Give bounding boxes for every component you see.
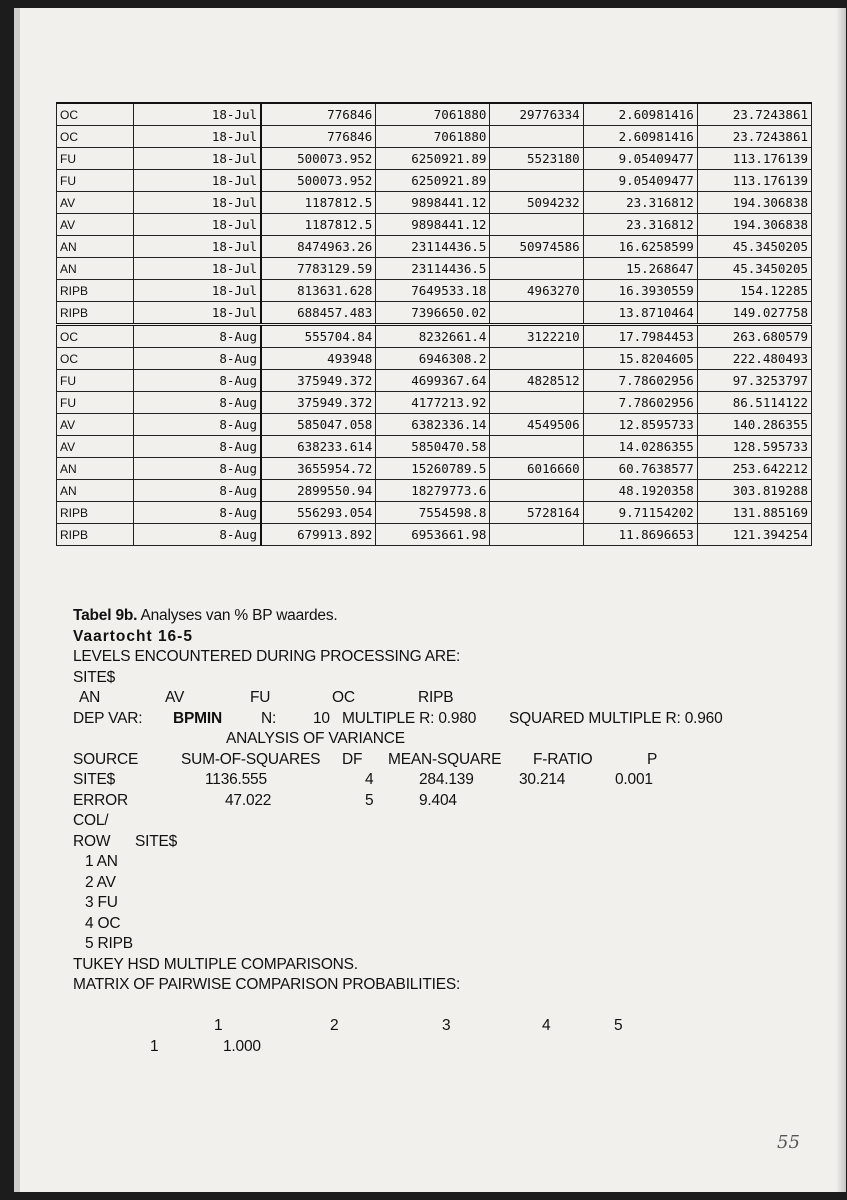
matrix-row-label: 1 bbox=[150, 1037, 159, 1055]
site-cell: AV bbox=[57, 414, 134, 436]
matrix-heading-line bbox=[73, 975, 813, 996]
value-cell: 556293.054 bbox=[261, 502, 376, 524]
value-cell: 253.642212 bbox=[697, 458, 811, 480]
site-cell: OC bbox=[57, 103, 134, 126]
value-cell: 4549506 bbox=[490, 414, 583, 436]
value-cell: 5728164 bbox=[490, 502, 583, 524]
table-row bbox=[57, 325, 812, 348]
anova-cell: ERROR bbox=[73, 791, 128, 809]
table-row bbox=[57, 436, 812, 458]
date-cell: 18-Jul bbox=[134, 214, 262, 236]
matrix-cell: 1.000 bbox=[223, 1037, 261, 1055]
value-cell: 60.7638577 bbox=[583, 458, 697, 480]
table-row bbox=[57, 126, 812, 148]
value-cell: 23114436.5 bbox=[376, 236, 490, 258]
table-row bbox=[57, 192, 812, 214]
squared-multiple-r: SQUARED MULTIPLE R: 0.960 bbox=[509, 709, 723, 727]
value-cell: 15260789.5 bbox=[376, 458, 490, 480]
tukey-heading-line bbox=[73, 955, 813, 976]
table-row bbox=[57, 348, 812, 370]
value-cell: 1187812.5 bbox=[261, 192, 376, 214]
dep-var-label: DEP VAR: bbox=[73, 709, 143, 727]
value-cell bbox=[490, 436, 583, 458]
row-label: ROW bbox=[73, 832, 111, 850]
anova-cell: 284.139 bbox=[419, 771, 474, 788]
value-cell: 7.78602956 bbox=[583, 392, 697, 414]
value-cell: 97.3253797 bbox=[697, 370, 811, 392]
value-cell: 23.7243861 bbox=[697, 126, 811, 148]
date-cell: 8-Aug bbox=[134, 348, 262, 370]
value-cell: 9898441.12 bbox=[376, 192, 490, 214]
value-cell: 11.8696653 bbox=[583, 524, 697, 546]
value-cell bbox=[490, 348, 583, 370]
value-cell: 18279773.6 bbox=[376, 480, 490, 502]
value-cell: 16.6258599 bbox=[583, 236, 697, 258]
date-cell: 18-Jul bbox=[134, 302, 262, 325]
anova-row bbox=[73, 770, 813, 791]
date-cell: 8-Aug bbox=[134, 370, 262, 392]
site-cell: AN bbox=[57, 258, 134, 280]
row-item: 5 RIPB bbox=[85, 935, 133, 952]
table-row bbox=[57, 480, 812, 502]
date-cell: 18-Jul bbox=[134, 280, 262, 302]
site-cell: AV bbox=[57, 192, 134, 214]
multiple-r: MULTIPLE R: 0.980 bbox=[342, 709, 477, 727]
anova-cell: 9.404 bbox=[419, 791, 457, 809]
value-cell: 45.3450205 bbox=[697, 236, 811, 258]
value-cell: 493948 bbox=[261, 348, 376, 370]
sites-label: SITE$ bbox=[73, 668, 116, 686]
value-cell: 6953661.98 bbox=[376, 524, 490, 546]
dep-var-line bbox=[73, 709, 813, 730]
value-cell: 86.5114122 bbox=[697, 392, 811, 414]
anova-cell: 0.001 bbox=[615, 771, 653, 788]
date-cell: 18-Jul bbox=[134, 148, 262, 170]
levels-heading-line bbox=[73, 647, 813, 668]
value-cell: 6016660 bbox=[490, 458, 583, 480]
value-cell: 48.1920358 bbox=[583, 480, 697, 502]
value-cell bbox=[490, 126, 583, 148]
site-cell: OC bbox=[57, 348, 134, 370]
row-sites-label: SITE$ bbox=[135, 832, 178, 850]
value-cell: 555704.84 bbox=[261, 325, 376, 348]
bp-values-table bbox=[56, 102, 812, 546]
site-cell: RIPB bbox=[57, 280, 134, 302]
row-item-line bbox=[73, 934, 813, 955]
site-cell: AN bbox=[57, 480, 134, 502]
anova-header: SUM-OF-SQUARES bbox=[181, 750, 321, 768]
date-cell: 8-Aug bbox=[134, 436, 262, 458]
value-cell: 128.595733 bbox=[697, 436, 811, 458]
value-cell: 2.60981416 bbox=[583, 103, 697, 126]
site-cell: OC bbox=[57, 126, 134, 148]
anova-header: DF bbox=[342, 750, 363, 768]
value-cell: 15.268647 bbox=[583, 258, 697, 280]
anova-row bbox=[73, 791, 813, 812]
value-cell: 12.8595733 bbox=[583, 414, 697, 436]
value-cell: 23.316812 bbox=[583, 214, 697, 236]
value-cell: 375949.372 bbox=[261, 370, 376, 392]
value-cell: 121.394254 bbox=[697, 524, 811, 546]
value-cell: 5094232 bbox=[490, 192, 583, 214]
date-cell: 18-Jul bbox=[134, 126, 262, 148]
row-item: 3 FU bbox=[85, 894, 118, 911]
value-cell: 154.12285 bbox=[697, 280, 811, 302]
site-cell: OC bbox=[57, 325, 134, 348]
matrix-col-header: 1 bbox=[214, 1017, 223, 1034]
row-item-line bbox=[73, 893, 813, 914]
table-row bbox=[57, 236, 812, 258]
table-row bbox=[57, 258, 812, 280]
value-cell: 14.0286355 bbox=[583, 436, 697, 458]
value-cell bbox=[490, 480, 583, 502]
level-item: RIPB bbox=[418, 689, 454, 706]
value-cell: 1187812.5 bbox=[261, 214, 376, 236]
table-row bbox=[57, 392, 812, 414]
site-cell: RIPB bbox=[57, 524, 134, 546]
value-cell: 5850470.58 bbox=[376, 436, 490, 458]
table-row bbox=[57, 370, 812, 392]
value-cell: 8232661.4 bbox=[376, 325, 490, 348]
date-cell: 8-Aug bbox=[134, 524, 262, 546]
date-cell: 18-Jul bbox=[134, 192, 262, 214]
analysis-report bbox=[73, 606, 813, 1057]
value-cell: 131.885169 bbox=[697, 502, 811, 524]
value-cell: 500073.952 bbox=[261, 170, 376, 192]
row-item-line bbox=[73, 873, 813, 894]
value-cell: 8474963.26 bbox=[261, 236, 376, 258]
matrix-col-header: 3 bbox=[442, 1017, 451, 1034]
level-item: FU bbox=[250, 689, 271, 706]
value-cell: 9.05409477 bbox=[583, 170, 697, 192]
table-row bbox=[57, 414, 812, 436]
site-cell: AV bbox=[57, 214, 134, 236]
value-cell: 45.3450205 bbox=[697, 258, 811, 280]
site-cell: FU bbox=[57, 170, 134, 192]
value-cell: 13.8710464 bbox=[583, 302, 697, 325]
n-value: 10 bbox=[313, 709, 330, 727]
n-label: N: bbox=[261, 709, 277, 727]
matrix-row bbox=[73, 1037, 813, 1058]
anova-cell: 4 bbox=[365, 771, 374, 788]
site-cell: RIPB bbox=[57, 302, 134, 325]
anova-header: MEAN-SQUARE bbox=[388, 750, 502, 768]
anova-header: SOURCE bbox=[73, 750, 139, 768]
value-cell: 23.7243861 bbox=[697, 103, 811, 126]
value-cell: 16.3930559 bbox=[583, 280, 697, 302]
date-cell: 8-Aug bbox=[134, 414, 262, 436]
value-cell: 2899550.94 bbox=[261, 480, 376, 502]
value-cell: 222.480493 bbox=[697, 348, 811, 370]
level-item: AV bbox=[165, 689, 185, 706]
table-row bbox=[57, 458, 812, 480]
row-item: 2 AV bbox=[85, 873, 116, 891]
date-cell: 18-Jul bbox=[134, 103, 262, 126]
value-cell: 263.680579 bbox=[697, 325, 811, 348]
table-row bbox=[57, 148, 812, 170]
document-page bbox=[14, 8, 846, 1192]
value-cell: 7061880 bbox=[376, 103, 490, 126]
value-cell bbox=[490, 524, 583, 546]
value-cell: 638233.614 bbox=[261, 436, 376, 458]
date-cell: 8-Aug bbox=[134, 502, 262, 524]
value-cell: 4963270 bbox=[490, 280, 583, 302]
date-cell: 18-Jul bbox=[134, 170, 262, 192]
value-cell: 113.176139 bbox=[697, 148, 811, 170]
value-cell: 6250921.89 bbox=[376, 170, 490, 192]
table-row bbox=[57, 103, 812, 126]
value-cell: 50974586 bbox=[490, 236, 583, 258]
value-cell: 2.60981416 bbox=[583, 126, 697, 148]
value-cell: 9.05409477 bbox=[583, 148, 697, 170]
value-cell: 679913.892 bbox=[261, 524, 376, 546]
value-cell: 6250921.89 bbox=[376, 148, 490, 170]
value-cell bbox=[490, 214, 583, 236]
value-cell: 5523180 bbox=[490, 148, 583, 170]
matrix-col-header: 5 bbox=[614, 1017, 623, 1034]
value-cell: 149.027758 bbox=[697, 302, 811, 325]
value-cell: 17.7984453 bbox=[583, 325, 697, 348]
value-cell: 4177213.92 bbox=[376, 392, 490, 414]
value-cell: 6946308.2 bbox=[376, 348, 490, 370]
level-item: OC bbox=[332, 689, 355, 706]
table-row bbox=[57, 502, 812, 524]
value-cell: 3655954.72 bbox=[261, 458, 376, 480]
row-item-line bbox=[73, 914, 813, 935]
value-cell: 500073.952 bbox=[261, 148, 376, 170]
value-cell bbox=[490, 392, 583, 414]
value-cell: 688457.483 bbox=[261, 302, 376, 325]
value-cell: 4828512 bbox=[490, 370, 583, 392]
value-cell: 113.176139 bbox=[697, 170, 811, 192]
value-cell: 7783129.59 bbox=[261, 258, 376, 280]
report-title-line bbox=[73, 627, 813, 648]
anova-heading-line bbox=[73, 729, 813, 750]
value-cell bbox=[490, 302, 583, 325]
value-cell: 9.71154202 bbox=[583, 502, 697, 524]
value-cell: 7061880 bbox=[376, 126, 490, 148]
report-title: Vaartocht 16-5 bbox=[73, 627, 193, 645]
level-item: AN bbox=[79, 689, 101, 706]
value-cell: 375949.372 bbox=[261, 392, 376, 414]
col-label: COL/ bbox=[73, 812, 109, 829]
value-cell: 7554598.8 bbox=[376, 502, 490, 524]
site-cell: RIPB bbox=[57, 502, 134, 524]
site-cell: AV bbox=[57, 436, 134, 458]
site-cell: FU bbox=[57, 148, 134, 170]
dep-var-value: BPMIN bbox=[173, 709, 222, 727]
table-row bbox=[57, 280, 812, 302]
value-cell: 194.306838 bbox=[697, 214, 811, 236]
anova-cell: 5 bbox=[365, 791, 374, 809]
caption-text: Analyses van % BP waardes. bbox=[140, 607, 338, 624]
levels-line bbox=[73, 688, 813, 709]
date-cell: 8-Aug bbox=[134, 458, 262, 480]
value-cell: 194.306838 bbox=[697, 192, 811, 214]
value-cell: 585047.058 bbox=[261, 414, 376, 436]
row-item-line bbox=[73, 852, 813, 873]
site-cell: AN bbox=[57, 236, 134, 258]
table-row bbox=[57, 524, 812, 546]
anova-cell: 30.214 bbox=[519, 771, 566, 788]
value-cell bbox=[490, 258, 583, 280]
levels-heading: LEVELS ENCOUNTERED DURING PROCESSING ARE: bbox=[73, 648, 461, 665]
anova-heading: ANALYSIS OF VARIANCE bbox=[226, 730, 405, 747]
row-item: 1 AN bbox=[85, 853, 118, 870]
value-cell: 9898441.12 bbox=[376, 214, 490, 236]
matrix-col-headers bbox=[73, 1016, 813, 1037]
value-cell: 140.286355 bbox=[697, 414, 811, 436]
matrix-col-header: 4 bbox=[542, 1017, 551, 1034]
table-caption bbox=[73, 606, 813, 627]
value-cell bbox=[490, 170, 583, 192]
date-cell: 8-Aug bbox=[134, 392, 262, 414]
value-cell: 776846 bbox=[261, 103, 376, 126]
table-row bbox=[57, 214, 812, 236]
value-cell: 29776334 bbox=[490, 103, 583, 126]
sites-label-line bbox=[73, 668, 813, 689]
value-cell: 15.8204605 bbox=[583, 348, 697, 370]
table-row bbox=[57, 170, 812, 192]
site-cell: FU bbox=[57, 370, 134, 392]
value-cell: 776846 bbox=[261, 126, 376, 148]
value-cell: 6382336.14 bbox=[376, 414, 490, 436]
anova-header: F-RATIO bbox=[533, 750, 593, 768]
anova-cell: 47.022 bbox=[225, 791, 272, 809]
value-cell: 813631.628 bbox=[261, 280, 376, 302]
table-row bbox=[57, 302, 812, 325]
value-cell: 23.316812 bbox=[583, 192, 697, 214]
caption-label: Tabel 9b. bbox=[73, 607, 138, 624]
page-edge-shadow bbox=[836, 8, 846, 1192]
site-cell: AN bbox=[57, 458, 134, 480]
row-item: 4 OC bbox=[85, 914, 121, 932]
anova-cell: 1136.555 bbox=[205, 771, 267, 788]
tukey-heading: TUKEY HSD MULTIPLE COMPARISONS. bbox=[73, 955, 358, 973]
value-cell: 7649533.18 bbox=[376, 280, 490, 302]
value-cell: 7.78602956 bbox=[583, 370, 697, 392]
date-cell: 18-Jul bbox=[134, 258, 262, 280]
date-cell: 8-Aug bbox=[134, 480, 262, 502]
date-cell: 8-Aug bbox=[134, 325, 262, 348]
value-cell: 23114436.5 bbox=[376, 258, 490, 280]
anova-header-line bbox=[73, 750, 813, 771]
site-cell: FU bbox=[57, 392, 134, 414]
matrix-heading: MATRIX OF PAIRWISE COMPARISON PROBABILITIES: bbox=[73, 976, 461, 993]
value-cell: 3122210 bbox=[490, 325, 583, 348]
value-cell: 7396650.02 bbox=[376, 302, 490, 325]
col-label-line bbox=[73, 811, 813, 832]
date-cell: 18-Jul bbox=[134, 236, 262, 258]
spacer-line bbox=[73, 996, 813, 1017]
page-number: 55 bbox=[777, 1132, 800, 1153]
anova-cell: SITE$ bbox=[73, 771, 116, 788]
value-cell: 4699367.64 bbox=[376, 370, 490, 392]
value-cell: 303.819288 bbox=[697, 480, 811, 502]
matrix-col-header: 2 bbox=[330, 1017, 339, 1034]
anova-header: P bbox=[647, 750, 658, 768]
row-label-line bbox=[73, 832, 813, 853]
